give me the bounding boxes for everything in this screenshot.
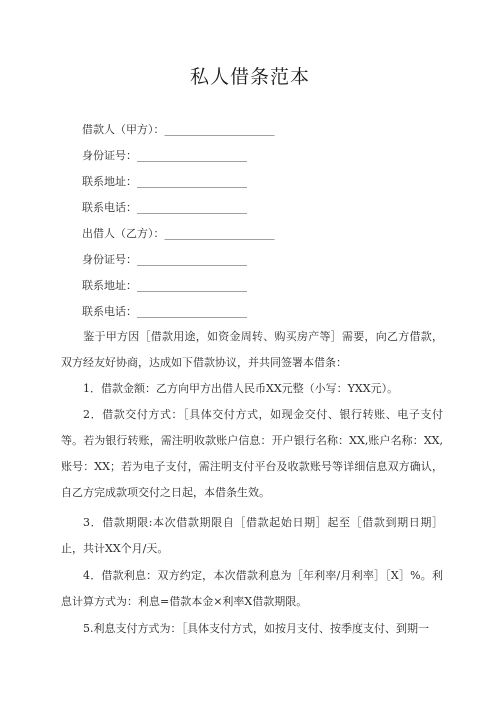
field-label: 联系电话： <box>82 305 137 318</box>
clause-interest <box>61 563 443 615</box>
borrower-address-field <box>82 175 247 189</box>
fill-line: ____________________ <box>137 149 247 162</box>
fill-line: ____________________ <box>137 253 247 266</box>
fill-line: ____________________ <box>164 227 275 240</box>
borrower-phone-field <box>82 201 247 215</box>
document-title: 私人借条范本 <box>189 66 310 88</box>
borrower-field <box>82 123 275 137</box>
paragraph-text: 2．借款交付方式：［具体交付方式，如现金交付、银行转账、电子支付等。若为银行转账，需注明收款账户信息：开户银行名称：XX,账户名称：XX,账号：XX；若为电子支付，需注明支付平台及收款账号等详细信息双方确认，自乙方完成款项交付之日起，本借条生效。 <box>61 408 443 499</box>
clause-term <box>61 510 443 562</box>
paragraph-text: 4．借款利息：双方约定，本次借款利息为［年利率/月利率］［X］%。利息计算方式为：利息=借款本金×利率X借款期限。 <box>61 569 443 608</box>
fill-line: ____________________ <box>164 123 275 136</box>
field-label: 身份证号： <box>82 253 137 266</box>
paragraph-text: 1．借款金额：乙方向甲方出借人民币XX元整（小写：YXX元）。 <box>83 382 399 395</box>
lender-address-field <box>82 279 247 293</box>
clause-interest-payment <box>61 616 443 642</box>
borrower-id-field <box>82 149 247 163</box>
field-label: 联系地址： <box>82 175 137 188</box>
fill-line: ____________________ <box>137 305 247 318</box>
fill-line: ____________________ <box>137 175 247 188</box>
lender-field <box>82 227 275 241</box>
clause-delivery <box>61 402 443 506</box>
fill-line: ____________________ <box>137 201 247 214</box>
paragraph-text: 5.利息支付方式为：［具体支付方式，如按月支付、按季度支付、到期一 <box>83 622 429 635</box>
field-label: 借款人（甲方）： <box>82 123 165 136</box>
lender-id-field <box>82 253 247 267</box>
field-label: 身份证号： <box>82 149 137 162</box>
paragraph-text: 鉴于甲方因［借款用途，如资金周转、购买房产等］需要，向乙方借款，双方经友好协商，达成如下借款协议，并共同签署本借条： <box>61 330 443 369</box>
field-label: 出借人（乙方）： <box>82 227 165 240</box>
preamble-paragraph <box>61 324 443 376</box>
field-label: 联系电话： <box>82 201 137 214</box>
fill-line: ____________________ <box>137 279 247 292</box>
field-label: 联系地址： <box>82 279 137 292</box>
paragraph-text: 3．借款期限:本次借款期限自［借款起始日期］起至［借款到期日期］止，共计XX个月/天。 <box>61 516 443 555</box>
clause-amount <box>61 376 443 402</box>
lender-phone-field <box>82 305 247 319</box>
